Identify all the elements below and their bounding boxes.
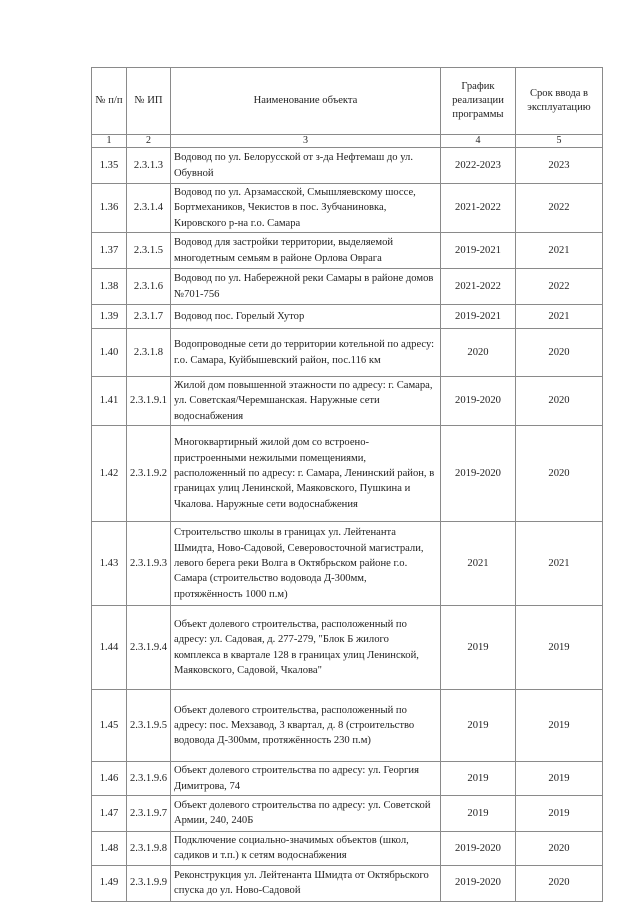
table-row <box>92 606 603 690</box>
ip-number-cell: 2.3.1.9.3 <box>127 522 171 606</box>
commissioning-term-cell: 2022 <box>516 184 603 233</box>
object-name-cell: Водовод по ул. Арзамасской, Смышляевскому шоссе, Бортмехаников, Чекистов в пос. Зубчаниновка, Кировского р-на г.о. Самара <box>171 184 441 233</box>
commissioning-term-cell: 2022 <box>516 269 603 305</box>
column-number: 3 <box>171 135 441 148</box>
column-number: 1 <box>92 135 127 148</box>
row-number-cell: 1.49 <box>92 865 127 901</box>
header-schedule: График реализации программы <box>441 68 516 135</box>
header-row-number: № п/п <box>92 68 127 135</box>
table-row <box>92 329 603 377</box>
object-name-cell: Водовод по ул. Набережной реки Самары в районе домов №701-756 <box>171 269 441 305</box>
object-name-cell: Подключение социально-значимых объектов (школ, садиков и т.п.) к сетям водоснабжения <box>171 831 441 865</box>
table-row <box>92 305 603 329</box>
ip-number-cell: 2.3.1.9.2 <box>127 426 171 522</box>
schedule-cell: 2019-2020 <box>441 426 516 522</box>
ip-number-cell: 2.3.1.3 <box>127 148 171 184</box>
ip-number-cell: 2.3.1.9.9 <box>127 865 171 901</box>
table-row <box>92 269 603 305</box>
object-name-cell: Жилой дом повышенной этажности по адресу: г. Самара, ул. Советская/Черемшанская. Наружные сети водоснабжения <box>171 377 441 426</box>
header-object-name: Наименование объекта <box>171 68 441 135</box>
row-number-cell: 1.43 <box>92 522 127 606</box>
table-row <box>92 762 603 796</box>
ip-number-cell: 2.3.1.9.8 <box>127 831 171 865</box>
object-name-cell: Водовод по ул. Белорусской от з-да Нефтемаш до ул. Обувной <box>171 148 441 184</box>
row-number-cell: 1.36 <box>92 184 127 233</box>
ip-number-cell: 2.3.1.7 <box>127 305 171 329</box>
table-row <box>92 426 603 522</box>
table-row <box>92 522 603 606</box>
schedule-cell: 2020 <box>441 329 516 377</box>
commissioning-term-cell: 2020 <box>516 865 603 901</box>
object-name-cell: Водопроводные сети до территории котельной по адресу: г.о. Самара, Куйбышевский район, пос.116 км <box>171 329 441 377</box>
commissioning-term-cell: 2020 <box>516 329 603 377</box>
schedule-cell: 2019 <box>441 690 516 762</box>
schedule-cell: 2019 <box>441 795 516 831</box>
row-number-cell: 1.42 <box>92 426 127 522</box>
table-row <box>92 184 603 233</box>
row-number-cell: 1.37 <box>92 233 127 269</box>
row-number-cell: 1.41 <box>92 377 127 426</box>
row-number-cell: 1.48 <box>92 831 127 865</box>
object-name-cell: Объект долевого строительства, расположенный по адресу: пос. Мехзавод, 3 квартал, д. 8 (строительство водовода Д-300мм, протяжённость 230 п.м) <box>171 690 441 762</box>
schedule-cell: 2019 <box>441 606 516 690</box>
schedule-cell: 2021-2022 <box>441 269 516 305</box>
row-number-cell: 1.39 <box>92 305 127 329</box>
schedule-cell: 2019-2021 <box>441 305 516 329</box>
commissioning-term-cell: 2021 <box>516 233 603 269</box>
object-name-cell: Водовод для застройки территории, выделяемой многодетным семьям в районе Орлова Оврага <box>171 233 441 269</box>
commissioning-term-cell: 2020 <box>516 377 603 426</box>
row-number-cell: 1.38 <box>92 269 127 305</box>
row-number-cell: 1.44 <box>92 606 127 690</box>
row-number-cell: 1.35 <box>92 148 127 184</box>
schedule-cell: 2019 <box>441 762 516 796</box>
table-body <box>92 148 603 902</box>
schedule-cell: 2019-2020 <box>441 865 516 901</box>
row-number-cell: 1.45 <box>92 690 127 762</box>
investment-program-table <box>91 67 603 902</box>
object-name-cell: Многоквартирный жилой дом со встроено-пристроенными нежилыми помещениями, расположенный по адресу: г. Самара, Ленинский район, в границах улиц Ленинской, Маяковского, Пушкина и Чкалова. Наружные сети водоснабжения <box>171 426 441 522</box>
ip-number-cell: 2.3.1.8 <box>127 329 171 377</box>
table-row <box>92 831 603 865</box>
schedule-cell: 2022-2023 <box>441 148 516 184</box>
ip-number-cell: 2.3.1.9.7 <box>127 795 171 831</box>
object-name-cell: Строительство школы в границах ул. Лейтенанта Шмидта, Ново-Садовой, Северовосточной магистрали, левого берега реки Волга в Октябрьском районе г.о. Самара (строительство водовода Д-300мм, протяжённость 1000 п.м) <box>171 522 441 606</box>
schedule-cell: 2019-2020 <box>441 377 516 426</box>
column-number: 4 <box>441 135 516 148</box>
column-number-row <box>92 135 603 148</box>
table-row <box>92 690 603 762</box>
ip-number-cell: 2.3.1.9.1 <box>127 377 171 426</box>
header-commissioning-term: Срок ввода в эксплуатацию <box>516 68 603 135</box>
table-row <box>92 148 603 184</box>
table-row <box>92 865 603 901</box>
schedule-cell: 2021 <box>441 522 516 606</box>
object-name-cell: Реконструкция ул. Лейтенанта Шмидта от Октябрьского спуска до ул. Ново-Садовой <box>171 865 441 901</box>
row-number-cell: 1.40 <box>92 329 127 377</box>
object-name-cell: Объект долевого строительства по адресу: ул. Георгия Димитрова, 74 <box>171 762 441 796</box>
table-row <box>92 233 603 269</box>
ip-number-cell: 2.3.1.9.5 <box>127 690 171 762</box>
row-number-cell: 1.46 <box>92 762 127 796</box>
table-row <box>92 377 603 426</box>
ip-number-cell: 2.3.1.4 <box>127 184 171 233</box>
commissioning-term-cell: 2021 <box>516 305 603 329</box>
table-row <box>92 795 603 831</box>
commissioning-term-cell: 2019 <box>516 795 603 831</box>
commissioning-term-cell: 2021 <box>516 522 603 606</box>
column-number: 5 <box>516 135 603 148</box>
schedule-cell: 2019-2020 <box>441 831 516 865</box>
commissioning-term-cell: 2019 <box>516 690 603 762</box>
table-header-row <box>92 68 603 135</box>
ip-number-cell: 2.3.1.9.4 <box>127 606 171 690</box>
ip-number-cell: 2.3.1.5 <box>127 233 171 269</box>
header-ip-number: № ИП <box>127 68 171 135</box>
commissioning-term-cell: 2019 <box>516 606 603 690</box>
commissioning-term-cell: 2019 <box>516 762 603 796</box>
object-name-cell: Объект долевого строительства, расположенный по адресу: ул. Садовая, д. 277-279, "Блок Б жилого комплекса в квартале 128 в границах улиц Ленинской, Маяковского, Садовой, Чкалова" <box>171 606 441 690</box>
row-number-cell: 1.47 <box>92 795 127 831</box>
commissioning-term-cell: 2023 <box>516 148 603 184</box>
schedule-cell: 2019-2021 <box>441 233 516 269</box>
object-name-cell: Водовод пос. Горелый Хутор <box>171 305 441 329</box>
ip-number-cell: 2.3.1.9.6 <box>127 762 171 796</box>
commissioning-term-cell: 2020 <box>516 426 603 522</box>
object-name-cell: Объект долевого строительства по адресу: ул. Советской Армии, 240, 240Б <box>171 795 441 831</box>
schedule-cell: 2021-2022 <box>441 184 516 233</box>
ip-number-cell: 2.3.1.6 <box>127 269 171 305</box>
column-number: 2 <box>127 135 171 148</box>
commissioning-term-cell: 2020 <box>516 831 603 865</box>
